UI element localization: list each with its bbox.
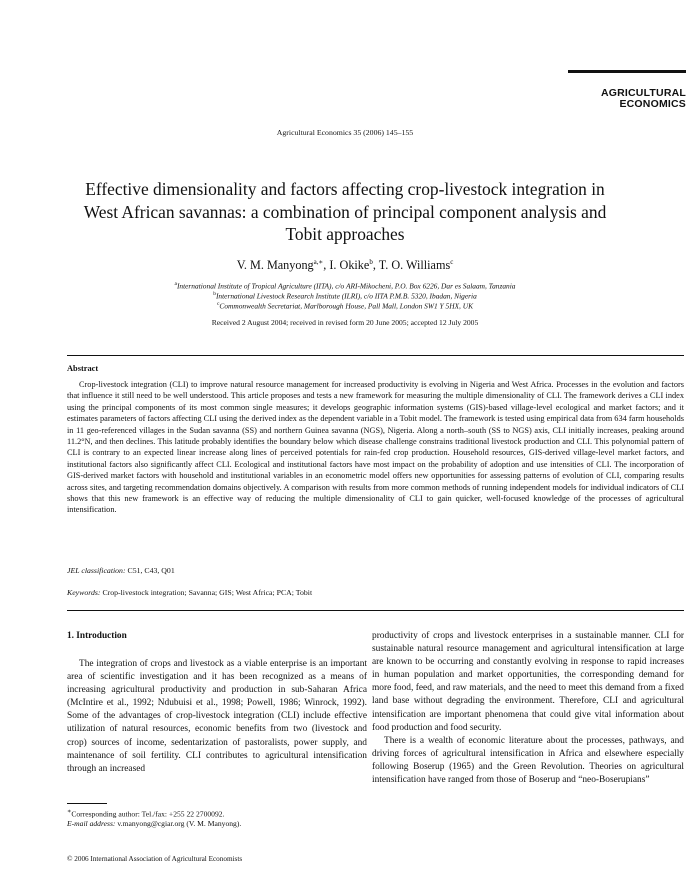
- footnote-rule: [67, 803, 107, 804]
- journal-citation: Agricultural Economics 35 (2006) 145–155: [276, 128, 414, 137]
- abstract-text: Crop-livestock integration (CLI) to improve natural resource management for increased productivity is evolving in Nigeria and West Africa. Processes in the evolution and factors that influence it still need to be well understood. This article proposes and tests a new framework for measuring the multiple dimensionality of CLI. The framework derives a CLI index using the principal components of its most common single measures; it develops geographic information systems (GIS)-based village-level ecological and market factors; and it estimates parameters of factors affecting CLI using the derived index as the dependent variable in a Tobit model. The framework is tested using empirical data from 634 farm households in 11 geo-referenced villages in the Sudan savanna (SS) and northern Guinea savanna (NGS), Nigeria. Along a north–south (SS to NGS) axis, CLI initially increases, peaking around 11.2°N, and then declines. This latitude probably identifies the boundary below which disease challenge constrains traditional livestock production and CLI. This polynomial pattern of CLI is contrary to an expected linear increase along lines of perceived potentials for rain-fed crop production. Household resources, GIS-derived village-level market factors, and institutional factors also significantly affect CLI. Ecological and institutional factors have most impact on the probability of adoption and use intensities of CLI. The incorporation of GIS-derived market factors with household and institutional variables in an econometric model offers new opportunities for assessing patterns of evolution of CLI, comparing results across sites, and targeting recommendation domains objectively. A comparison with results from more common methods of running independent models for individual indicators of CLI shows that this new framework is an effective way of reducing the multiple dimensionality of CLI to gain quicker, well-focused knowledge of the processes of agricultural intensification.: [67, 380, 684, 515]
- affiliation: [0, 291, 690, 300]
- received-dates: Received 2 August 2004; received in revised form 20 June 2005; accepted 12 July 2005: [211, 318, 479, 327]
- abstract-heading: Abstract: [67, 364, 99, 373]
- corresponding-author-text: Corresponding author: Tel./fax: +255 22 2700092.: [71, 809, 225, 819]
- body-paragraph: There is a wealth of economic literature about the processes, pathways, and driving forces of agricultural intensification in Africa and elsewhere especially following Boserup (1965) and the Green Revolution. Theories on agricultural intensification have ranged from those of Boserup and “neo-Boserupians”: [372, 735, 684, 786]
- section-heading: 1. Introduction: [67, 631, 127, 641]
- email-address[interactable]: v.manyong@cgiar.org (V. M. Manyong).: [115, 819, 242, 828]
- affiliation-marker: c: [216, 301, 220, 307]
- keywords: [67, 588, 312, 597]
- journal-logo: [560, 88, 686, 110]
- jel-label: JEL classification:: [67, 566, 126, 575]
- author-name: T. O. Williams: [378, 258, 451, 273]
- jel-classification: [67, 566, 175, 575]
- email-label: E-mail address:: [67, 819, 116, 828]
- affiliation-text: Commonwealth Secretariat, Marlborough House, Pall Mall, London SW1 Y 5HX, UK: [219, 301, 474, 311]
- abstract-top-rule: [67, 355, 684, 356]
- journal-logo-line2: ECONOMICS: [619, 98, 686, 110]
- journal-logo-rule: [568, 70, 686, 73]
- body-paragraph: productivity of crops and livestock enterprises in a sustainable manner. CLI for sustainable natural resource management and agricultural intensification at large are known to be occurring and constantly evolving in response to rapid increases in human population and market opportunities, the corresponding demand for more food, feed, and raw materials, and the need to meet this demand from a fixed land base without degrading the environment. Therefore, CLI and agricultural intensification are important phenomena that could give vital information about food production and food security.: [372, 631, 684, 733]
- jel-value: C51, C43, Q01: [125, 566, 175, 575]
- copyright-notice: © 2006 International Association of Agricultural Economists: [67, 855, 243, 863]
- affiliation: [0, 301, 690, 310]
- affiliation: [0, 281, 690, 290]
- article-title: Effective dimensionality and factors affecting crop-livestock integration in West African savannas: a combination of principal component analysis and Tobit approaches: [83, 179, 607, 244]
- journal-logo-line1: AGRICULTURAL: [600, 87, 686, 99]
- author-affiliation-marker: b: [369, 258, 373, 266]
- keywords-label: Keywords:: [67, 588, 101, 597]
- footnote-marker: ∗: [67, 808, 72, 815]
- body-column-right: [372, 630, 684, 787]
- abstract-bottom-rule: [67, 610, 684, 611]
- author-affiliation-marker: c: [450, 258, 454, 266]
- affiliation-text: International Institute of Tropical Agriculture (IITA), c/o ARI-Mikocheni, P.O. Box 6226, Dar es Salaam, Tanzania: [176, 281, 516, 291]
- affiliation-marker: a: [174, 281, 177, 287]
- body-column-left: [67, 658, 367, 776]
- author-list: V. M. Manyong$^{a,∗}$, I. Okike$^b$, T. O. Williams$^c$: [236, 258, 454, 273]
- corresponding-author-note: [67, 808, 224, 819]
- email-note: [67, 819, 241, 828]
- author-name: V. M. Manyong: [236, 258, 314, 273]
- affiliation-marker: b: [213, 291, 216, 297]
- author-affiliation-marker: a,∗: [313, 258, 324, 266]
- body-paragraph: The integration of crops and livestock as a viable enterprise is an important area of scientific investigation and it has been recognized as a means of increasing agricultural productivity and production in sub-Saharan Africa (McIntire et al., 1992; Ndubuisi et al., 1998; Powell, 1986; Winrock, 1992). Some of the advantages of crop-livestock integration (CLI) include effective utilization of natural resources, economic benefits from two (livestock and crop) sources of income, sedentarization of pastoralists, power supply, and maintenance of soil fertility. CLI contributes to agricultural intensification through an increased: [67, 659, 367, 774]
- author-name: I. Okike: [329, 258, 370, 273]
- keywords-value: Crop-livestock integration; Savanna; GIS; West Africa; PCA; Tobit: [100, 588, 313, 597]
- affiliation-text: International Livestock Research Institute (ILRI), c/o IITA P.M.B. 5320, Ibadan, Nigeria: [215, 291, 477, 301]
